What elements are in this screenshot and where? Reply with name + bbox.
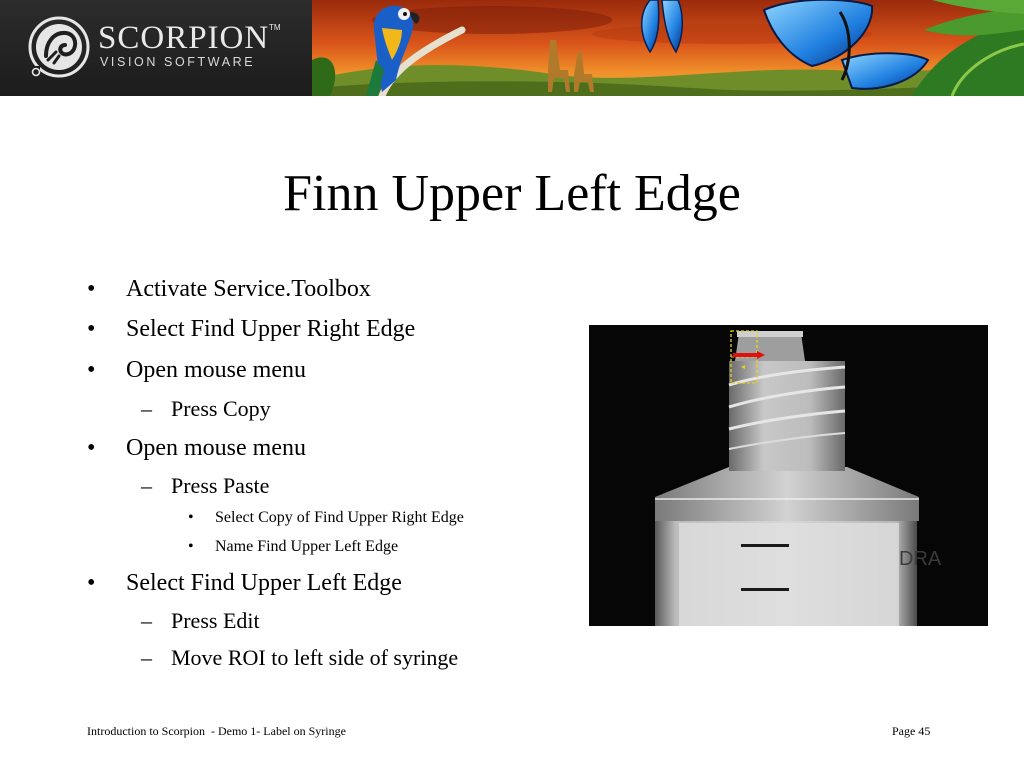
sub-bullet-item	[141, 645, 459, 671]
sub-sub-bullet-item	[188, 537, 399, 557]
bullet-marker: •	[87, 357, 96, 383]
sub-bullet-item	[141, 473, 270, 499]
dash-marker: –	[141, 608, 152, 633]
syringe-image	[589, 325, 988, 626]
bullet-marker: •	[87, 316, 96, 342]
brand-name: SCORPION	[98, 20, 270, 56]
bullet-item	[87, 275, 371, 303]
bullet-text: Press Copy	[171, 396, 271, 421]
bullet-item	[87, 569, 402, 597]
label-text: DRA	[899, 548, 942, 570]
bullet-marker: •	[87, 570, 96, 596]
syringe-illustration	[589, 325, 988, 626]
bullet-text: Select Copy of Find Upper Right Edge	[215, 509, 464, 526]
page-number: Page 45	[892, 724, 931, 738]
bullet-text: Name Find Upper Left Edge	[215, 538, 399, 555]
sub-bullet-item	[141, 608, 260, 634]
bullet-item	[87, 434, 306, 462]
dash-marker: –	[141, 473, 152, 498]
bullet-text: Press Edit	[171, 608, 260, 633]
dash-marker: –	[141, 396, 152, 421]
bullet-item	[87, 315, 416, 343]
trademark-symbol: TM	[269, 23, 281, 32]
dash-marker: –	[141, 645, 152, 670]
bullet-text: Select Find Upper Right Edge	[126, 316, 416, 342]
brand-subtitle: VISION SOFTWARE	[100, 55, 256, 69]
bullet-marker: •	[87, 276, 96, 302]
bullet-marker: •	[87, 435, 96, 461]
footer-caption: Introduction to Scorpion - Demo 1- Label on Syringe	[87, 724, 346, 738]
slide-title: Finn Upper Left Edge	[283, 165, 741, 222]
bullet-marker: •	[188, 538, 194, 555]
sub-bullet-item	[141, 396, 271, 422]
sub-sub-bullet-item	[188, 508, 464, 528]
bullet-text: Activate Service.Toolbox	[126, 276, 371, 302]
bullet-text: Open mouse menu	[126, 435, 306, 461]
bullet-text: Select Find Upper Left Edge	[126, 570, 402, 596]
bullet-marker: •	[188, 509, 194, 526]
bullet-item	[87, 356, 306, 384]
bullet-text: Open mouse menu	[126, 357, 306, 383]
bullet-text: Move ROI to left side of syringe	[171, 645, 459, 670]
bullet-text: Press Paste	[171, 473, 270, 498]
